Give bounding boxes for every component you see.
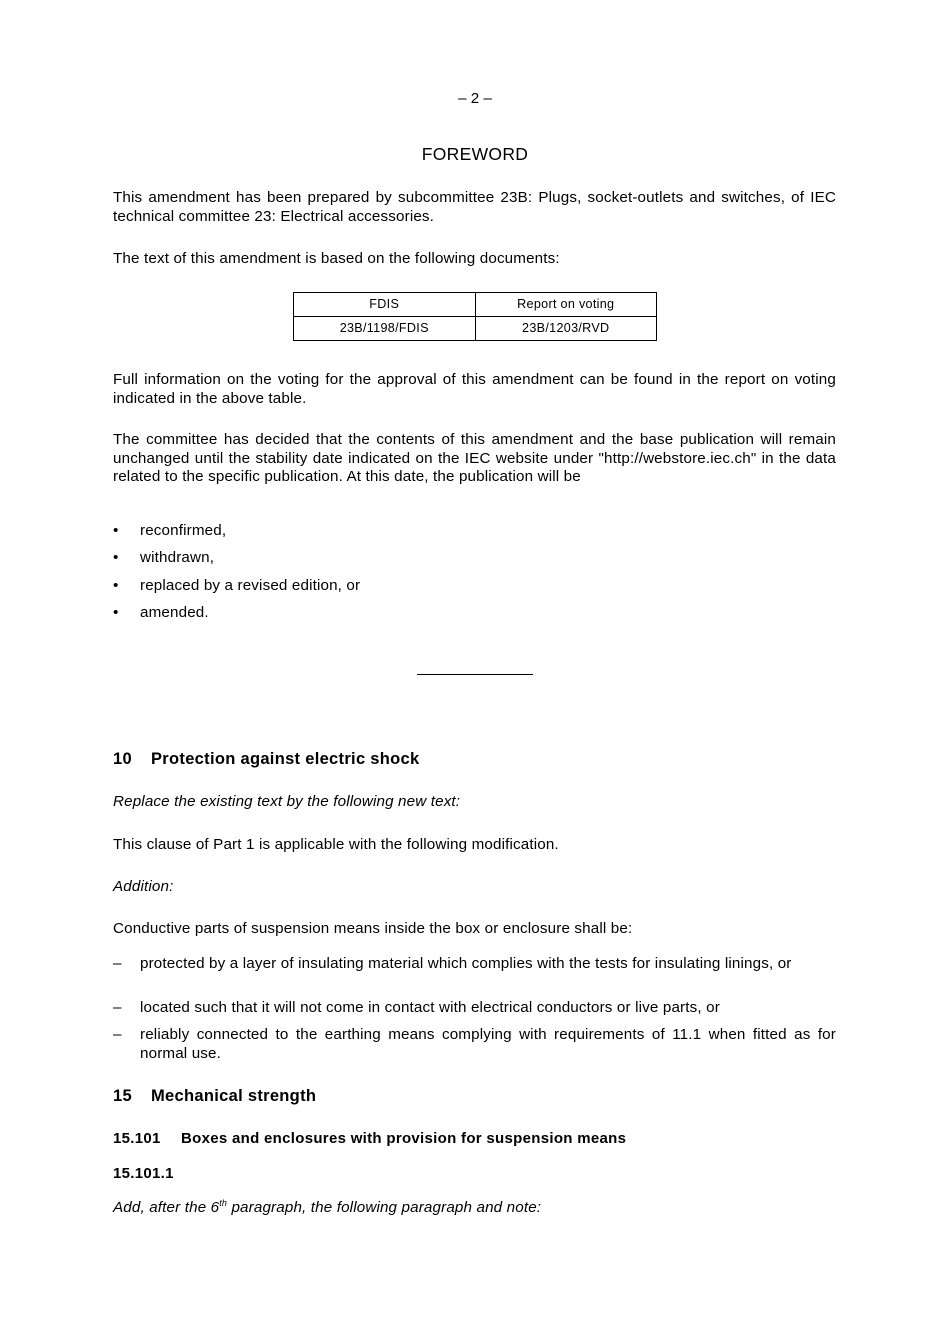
table-row [294,317,657,341]
table-header-cell: FDIS [294,293,476,317]
clause-number: 15 [113,1087,132,1105]
table-cell: 23B/1203/RVD [475,317,657,341]
list-item-text: reliably connected to the earthing means complying with requirements of 11.1 when fitted as for normal use. [140,1026,836,1062]
list-item-text: reconfirmed, [140,522,227,539]
list-item-text: amended. [140,604,209,621]
bullet-marker: • [113,577,119,594]
foreword-paragraph-2: The text of this amendment is based on the following documents: [113,250,560,267]
section-divider [417,674,533,675]
ordinal-suffix: th [219,1198,228,1208]
subclause-title: Boxes and enclosures with provision for suspension means [181,1130,627,1147]
clause-title: Protection against electric shock [151,750,420,768]
clause-10-heading [113,750,420,769]
list-item-text: withdrawn, [140,549,215,566]
foreword-paragraph-4: The committee has decided that the contents of this amendment and the base publication will remain unchanged until the stability date indicated on the IEC website under "http://webstore.iec.ch" in the data related to the specific publication. At this date, the publication will be [113,431,836,485]
foreword-paragraph-3: Full information on the voting for the approval of this amendment can be found in the report on voting indicated in the above table. [113,371,836,407]
bullet-marker: • [113,604,119,621]
dash-marker: – [113,1026,122,1043]
documents-table [293,292,657,341]
foreword-title: FOREWORD [421,144,529,164]
addition-label: Addition: [113,878,174,895]
list-item-text: located such that it will not come in contact with electrical conductors or live parts, or [140,999,720,1016]
dash-marker: – [113,955,122,972]
clause-title: Mechanical strength [151,1087,317,1105]
clause-15-heading [113,1087,316,1106]
subclause-15-101-heading [113,1130,626,1149]
clause-number: 10 [113,750,132,768]
bullet-marker: • [113,549,119,566]
list-item-text: protected by a layer of insulating material which complies with the tests for insulating linings, or [140,955,792,972]
instruction-suffix: paragraph, the following paragraph and note: [227,1199,542,1216]
page-number: – 2 – [458,90,492,107]
clause-15-instruction [113,1199,836,1218]
bullet-marker: • [113,522,119,539]
table-header-row [294,293,657,317]
dash-marker: – [113,999,122,1016]
subclause-number: 15.101 [113,1130,161,1147]
table-cell: 23B/1198/FDIS [294,317,476,341]
subclause-number: 15.101.1 [113,1165,174,1182]
clause-10-paragraph-2: Conductive parts of suspension means inside the box or enclosure shall be: [113,920,633,937]
foreword-paragraph-1: This amendment has been prepared by subcommittee 23B: Plugs, socket-outlets and switches, of IEC technical committee 23: Electrical accessories. [113,189,836,225]
clause-10-paragraph-1: This clause of Part 1 is applicable with the following modification. [113,836,559,853]
list-item-text: replaced by a revised edition, or [140,577,361,594]
subclause-15-101-1-heading [113,1165,174,1184]
clause-10-instruction: Replace the existing text by the following new text: [113,793,461,810]
table-header-cell: Report on voting [475,293,657,317]
instruction-prefix: Add, after the 6 [113,1199,220,1216]
